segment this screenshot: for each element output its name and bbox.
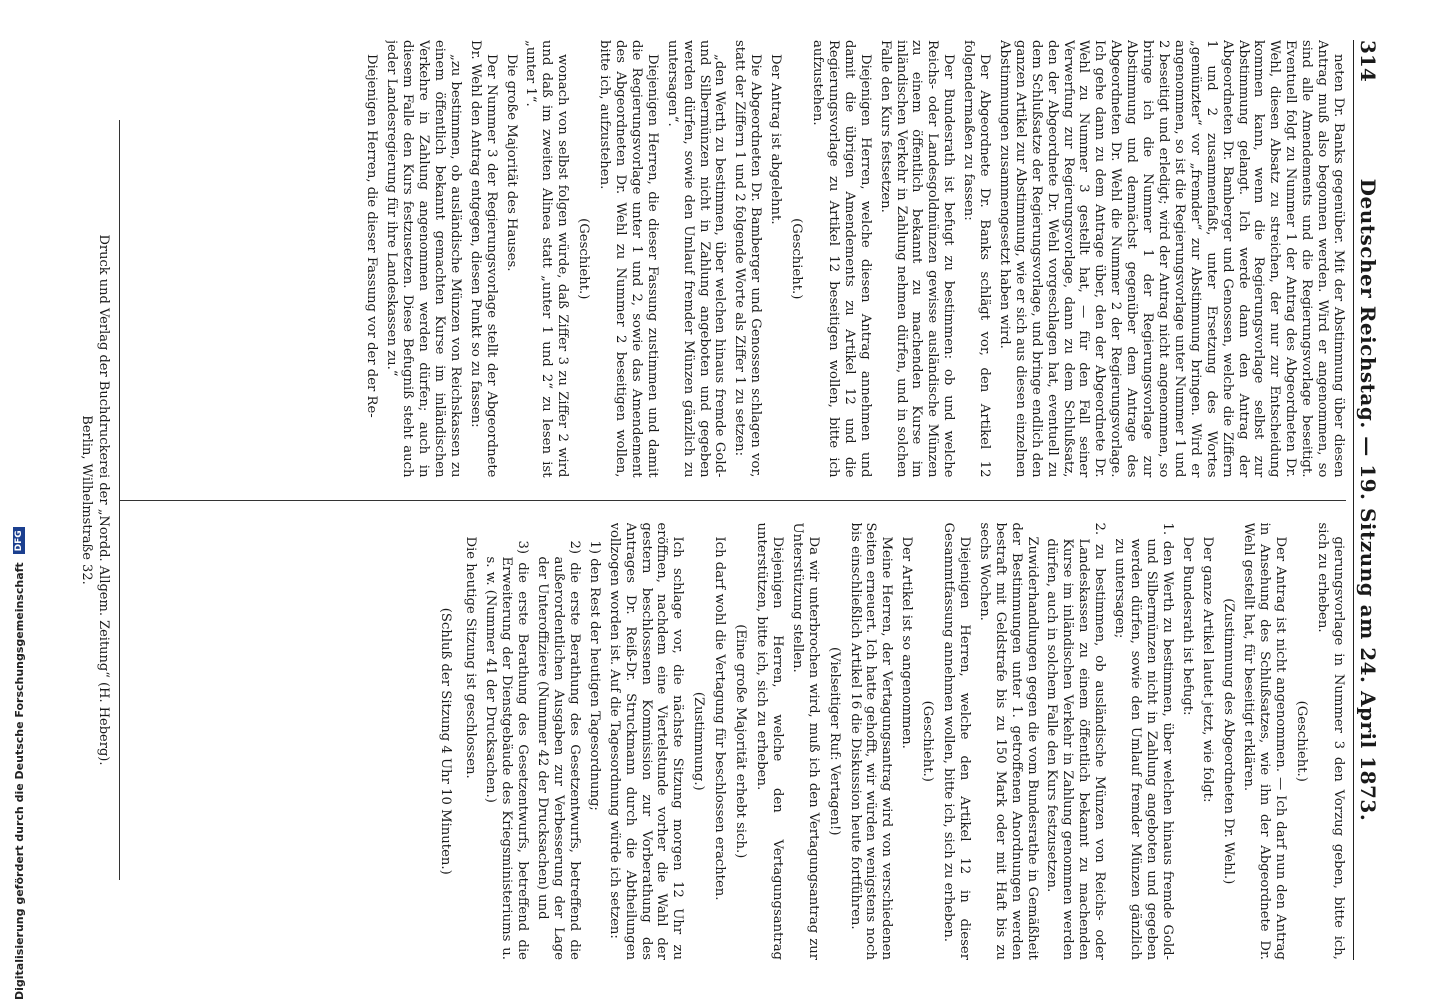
paragraph: „den Werth zu bestimmen, über welchen hinaus fremde Gold- und Silbermünzen nicht in Zahlung angeboten und gegeben werden dürfen, sowie den Umlauf fremder Münzen gänzlich zu untersagen“. bbox=[664, 40, 728, 478]
paragraph: 1) den Rest der heutigen Tagesordnung; bbox=[586, 540, 602, 811]
paragraph: Diejenigen Herren, die dieser Fassung vor der der Re- bbox=[364, 54, 380, 418]
paragraph: Die große Majorität des Hauses. bbox=[503, 54, 519, 272]
paragraph: Der Nummer 3 der Regierungsvorlage stellt der Abgeordnete Dr. Wehl den Antrag entgegen, diesen Punkt so zu fassen: bbox=[467, 40, 499, 478]
paragraph: 1. den Werth zu bestimmen, über welchen hinaus fremde Gold- und Silbermünzen nicht in Zahlung angeboten und gegeben werden dürfen, sowie den Umlauf fremder Münzen gänzlich zu untersagen; bbox=[1112, 522, 1175, 960]
paragraph: 3) die erste Berathung des Gesetzentwurfs, betreffend die Erweiterung der Dienstgebäude des Kriegsministeriums u. s. w. (Nummer 41 der Drucksachen.) bbox=[483, 540, 531, 960]
paragraph: 2. zu bestimmen, ob ausländische Münzen von Reichs- oder Landeskassen zu einem öffentlich bekannt zu machenden Kurse im inländischen Verkehr in Zahlung genommen werden dürfen, auch in solchem Falle den Kurs festzusetzen. bbox=[1044, 522, 1108, 960]
imprint-rule bbox=[119, 120, 120, 880]
paragraph: Die heutige Sitzung ist geschlossen. bbox=[463, 536, 479, 779]
paragraph: Ich schlage vor, die nächste Sitzung morgen 12 Uhr zu eröffnen, nachdem eine Viertelstunde vorher die Wahl der gestern beschlossenen Kommission zur Vorberathung des Antrages Dr. Reiß-Dr. Struckmann durch die Abtheilungen vollzogen worden ist. Auf die Tagesordnung würde ich setzen: bbox=[606, 522, 686, 960]
column-divider bbox=[120, 500, 1346, 501]
stage-direction: (Zustimmung.) bbox=[691, 691, 707, 791]
paragraph: Diejenigen Herren, welche den Artikel 12 in dieser Gesammtfassung annehmen wollen, bitte ich, sich zu erheben. bbox=[941, 522, 972, 960]
paragraph: neten Dr. Banks gegenüber. Mit der Abstimmung über diesen Antrag muß also begonnen werden. Wird er angenommen, so sind alle Amendements und die Regierungsvorlage beseitigt. Eventuell folgt zu Nummer 1 der Antrag des Abgeordneten Dr. Wehl, diesen Absatz zu streichen, der nur zur Entscheidung kommen kann, wenn die Regierungsvorlage selbst zur Abstimmung gelangt. Ich werde dann den Antrag der Abgeordneten Dr. Bamberger und Genossen, welche die Ziffern 1 und 2 zusammenfaßt, unter Ersetzung des Wortes „gemünzter“ vor „fremder“ zur Abstimmung bringen. Wird er angenommen, so ist die Regierungsvorlage unter Nummer 1 und 2 beseitigt und erledigt; wird der Antrag nicht angenommen, so bringe ich die Nummer 1 der Regierungsvorlage zur Abstimmung und demnächst gegenüber dem Antrage des Abgeordneten Dr. Wehl die Nummer 2 der Regierungsvorlage. Ich gehe dann zu dem Antrage über, den der Abgeordnete Dr. Wehl zu Nummer 3 gestellt hat, — für den Fall seiner Verwerfung zur Regierungsvorlage, dann zu dem Schlußsatz, den der Abgeordnete Dr. Wehl vorgeschlagen hat, eventuell zu dem Schlußsatze der Regierungsvorlage, und bringe endlich den ganzen Artikel zur Abstimmung, wie er sich aus diesen einzelnen Abstimmungen zusammengesetzt haben wird. bbox=[996, 40, 1346, 478]
paragraph: Der Abgeordnete Dr. Banks schlägt vor, den Artikel 12 folgendermaßen zu fassen: bbox=[961, 40, 993, 478]
paragraph: gierungsvorlage in Nummer 3 den Vorzug geben, bitte ich, sich zu erheben. bbox=[1315, 522, 1346, 960]
stage-direction: (Geschieht.) bbox=[1294, 700, 1310, 782]
dfg-logo: DFG bbox=[13, 527, 25, 554]
imprint-line-2: Berlin, Wilhelmstraße 32. bbox=[79, 415, 94, 585]
stage-direction: (Geschieht.) bbox=[576, 218, 592, 300]
stage-direction: (Geschieht.) bbox=[789, 218, 805, 300]
paragraph: 2) die erste Berathung des Gesetzentwurfs, betreffend die außerordentlichen Ausgaben zur Verbesserung der Lage der Unteroffiziere (Nummer 42 der Drucksachen) und bbox=[535, 540, 582, 960]
paragraph: (Schluß der Sitzung 4 Uhr 10 Minuten.) bbox=[437, 607, 453, 875]
imprint-line-1: Druck und Verlag der Buchdruckerei der „Nordd. Allgem. Zeitung“ (H. Heberg). bbox=[96, 234, 111, 766]
paragraph: Da wir unterbrochen wird, muß ich den Vertagungsantrag zur Unterstützung stellen. bbox=[789, 522, 821, 960]
page-header bbox=[1353, 40, 1390, 960]
paragraph: Die Abgeordneten Dr. Bamberger und Genossen schlagen vor, statt der Ziffern 1 und 2 folgende Worte als Ziffer 1 zu setzen: bbox=[732, 40, 764, 478]
stage-direction: (Vielseitiger Ruf: Vertagen!) bbox=[826, 647, 842, 836]
paragraph: Zuwiderhandlungen gegen die vom Bundesrathe in Gemäßheit der Bestimmungen unter 1. getroffenen Anordnungen werden bestraft mit Geldstrafe bis zu 150 Mark oder mit Haft bis zu sechs Wochen. bbox=[976, 522, 1040, 960]
paragraph: Der Antrag ist nicht angenommen. — Ich darf nun den Antrag in Ansehung des Schlußsatzes, wie ihn der Abgeordnete Dr. Wehl gestellt hat, für beseitigt erklären. bbox=[1241, 522, 1289, 960]
stage-direction: (Geschieht.) bbox=[920, 700, 936, 782]
paragraph: Ich darf wohl die Vertagung für beschlossen erachten. bbox=[712, 536, 728, 901]
digitization-text: Digitalisierung gefördert durch die Deutsche Forschungsgemeinschaft bbox=[12, 562, 26, 1000]
imprint bbox=[78, 0, 112, 1000]
left-column bbox=[120, 40, 1346, 478]
page-number: 314 bbox=[1356, 40, 1380, 82]
paragraph: Der ganze Artikel lautet jetzt, wie folgt: bbox=[1199, 536, 1215, 803]
paragraph: Diejenigen Herren, welche den Vertagungsantrag unterstützen, bitte ich, sich zu erheben. bbox=[754, 522, 785, 960]
right-column bbox=[120, 523, 1346, 961]
paragraph: Diejenigen Herren, die dieser Fassung zustimmen und damit die Regierungsvorlage unter 1 und 2, sowie das Amendement des Abgeordneten Dr. Wehl zu Nummer 2 beseitigen wollen, bitte ich, aufzustehen. bbox=[597, 40, 660, 478]
paragraph: Der Artikel ist so angenommen. bbox=[899, 536, 915, 749]
text-columns bbox=[120, 40, 1346, 960]
paragraph: Meine Herren, der Vertagungsantrag wird von verschiedenen Seiten erneuert. Ich hatte gehofft, wir würden wenigstens noch bis einschließlich Artikel 16 die Diskussion heute fortführen. bbox=[847, 522, 895, 960]
paragraph: „zu bestimmen, ob ausländische Münzen von Reichskassen zu einem öffentlich bekannt gemachten Kurse im inländischen Verkehre in Zahlung angenommen werden dürfen; auch in diesem Falle den Kurs festzusetzen. Diese Befugniß steht auch jeder Landesregierung für ihre Landeskassen zu.“ bbox=[384, 40, 463, 478]
stage-direction: (Eine große Majorität erhebt sich.) bbox=[733, 624, 749, 859]
paragraph: wonach von selbst folgen würde, daß Ziffer 3 zu Ziffer 2 wird und daß im zweiten Alinea statt „unter 1 und 2“ zu lesen ist „unter 1“. bbox=[523, 40, 571, 478]
paragraph: Diejenigen Herren, welche diesen Antrag annehmen und damit die übrigen Amendements zu Artikel 12 und die Regierungsvorlage zu Artikel 12 beseitigen wollen, bitte ich aufzustehen. bbox=[810, 40, 873, 478]
paragraph: Der Bundesrath ist befugt: bbox=[1179, 536, 1195, 716]
paragraph: Der Antrag ist abgelehnt. bbox=[768, 54, 784, 225]
digitization-notice bbox=[8, 0, 30, 1000]
paragraph: Der Bundesrath ist befugt zu bestimmen: ob und welche Reichs- oder Landesgoldmünzen gewisse ausländische Münzen zu einem öffentlich bekannt zu machenden Kurse im inländischen Verkehr in Zahlung nehmen dürfen, und in solchen Falle den Kurs festsetzen. bbox=[877, 40, 957, 478]
stage-direction: (Zustimmung des Abgeordneten Dr. Wehl.) bbox=[1220, 598, 1236, 885]
page-title: Deutscher Reichstag. — 19. Sitzung am 24. April 1873. bbox=[1356, 178, 1380, 822]
